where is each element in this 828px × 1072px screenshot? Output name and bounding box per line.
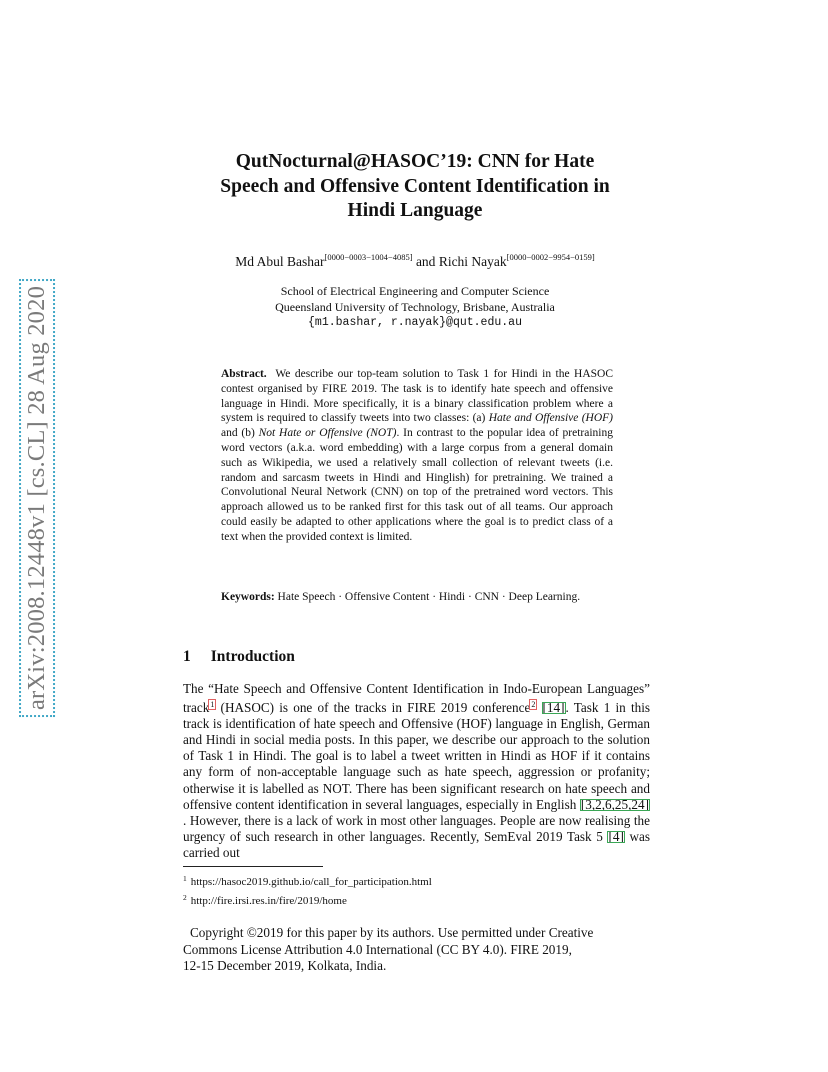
orcid-link[interactable]: [0000−0002−9954−0159] xyxy=(506,252,595,262)
footnote-divider xyxy=(183,866,323,867)
intro-paragraph xyxy=(183,681,650,861)
intro-text: was carried out xyxy=(183,828,651,860)
section-title: Introduction xyxy=(210,648,295,665)
citation-link[interactable]: [4] xyxy=(608,828,624,844)
affiliation-university: Queensland University of Technology, Brisbane, Australia xyxy=(275,300,555,314)
author-name: Md Abul Bashar xyxy=(235,254,325,269)
class-hof: Hate and Offensive (HOF) xyxy=(488,412,613,425)
intro-text: . Task 1 in this track is identification of hate speech and Offensive (HOF) language in English, German and Hindi in social media posts. In this paper, we describe our approach to the solution of Task 1 in Hindi. The goal is to label a tweet written in Hindi as HOF if it contains any form of non-acceptable language such as hate speech, aggression or profanity; otherwise it is labelled as NOT. There has been significant research on hate speech and offensive content identification in several languages, especially in English xyxy=(183,700,650,812)
citation-link[interactable]: [14] xyxy=(542,700,565,716)
intro-text: The “Hate Speech and Offensive Content Identification in Indo-European Languages” track xyxy=(183,681,650,716)
citation-link[interactable]: [3,2,6,25,24] xyxy=(580,796,649,812)
abstract xyxy=(221,367,613,545)
copyright-line: Commons License Attribution 4.0 International (CC BY 4.0). FIRE 2019, xyxy=(183,941,572,957)
affiliation xyxy=(150,283,680,331)
abstract-text: and (b) xyxy=(221,427,259,440)
footnote-ref[interactable]: 2 xyxy=(531,700,536,710)
footnotes xyxy=(183,871,432,909)
class-not: Not Hate or Offensive (NOT) xyxy=(258,427,397,440)
paper-title xyxy=(150,150,680,224)
section-heading xyxy=(183,648,295,666)
copyright-line: Copyright ©2019 for this paper by its authors. Use permitted under Creative xyxy=(190,925,594,940)
title-line: Hindi Language xyxy=(347,200,483,221)
footnote-url[interactable]: https://hasoc2019.github.io/call_for_participation.html xyxy=(190,876,432,888)
keywords-label: Keywords: xyxy=(221,591,275,603)
footnote-mark: 2 xyxy=(183,893,187,902)
affiliation-school: School of Electrical Engineering and Computer Science xyxy=(280,284,550,298)
keywords xyxy=(221,590,613,605)
footnote-url[interactable]: http://fire.irsi.res.in/fire/2019/home xyxy=(190,895,347,907)
author-list xyxy=(150,252,680,270)
author-emails: {m1.bashar, r.nayak}@qut.edu.au xyxy=(308,316,522,329)
arxiv-id-text[interactable]: arXiv:2008.12448v1 [cs.CL] 28 Aug 2020 xyxy=(23,282,51,712)
author-conjunction: and xyxy=(415,254,436,269)
abstract-label: Abstract. xyxy=(221,368,267,380)
arxiv-identifier xyxy=(12,255,62,740)
title-line: QutNocturnal@HASOC’19: CNN for Hate xyxy=(235,151,595,172)
abstract-text: . In contrast to the popular idea of pretraining word vectors (a.k.a. word embedding) with a large corpus from a general domain such as Wikipedia, we used a relatively small collection of relevant tweets (i.e. random and sarcasm tweets in Hindi and Hinglish) for pretraining. We trained a Convolutional Neural Network (CNN) on top of the pretrained word vectors. This approach allowed us to be ranked first for this task out of all teams. Our approach could easily be adapted to other applications where the goal is to predict class of a text when the provided context is limited. xyxy=(221,427,613,543)
intro-text: (HASOC) is one of the tracks in FIRE 2019 conference xyxy=(215,700,531,716)
footnote-item xyxy=(183,890,432,909)
keywords-text: Hate Speech · Offensive Content · Hindi · CNN · Deep Learning. xyxy=(277,591,581,603)
copyright-notice xyxy=(183,925,650,975)
footnote-ref[interactable]: 1 xyxy=(210,700,215,710)
section-number: 1 xyxy=(183,648,191,665)
orcid-link[interactable]: [0000−0003−1004−4085] xyxy=(324,252,413,262)
author-name: Richi Nayak xyxy=(438,254,507,269)
footnote-item xyxy=(183,871,432,890)
abstract-text: We describe our top-team solution to Task 1 for Hindi in the HASOC contest organised by FIRE 2019. The task is to identify hate speech and offensive language in Hindi. More specifically, it is a binary classification problem where a system is required to classify tweets into two classes: (a) xyxy=(221,368,614,425)
copyright-line: 12-15 December 2019, Kolkata, India. xyxy=(183,958,387,973)
footnote-mark: 1 xyxy=(183,874,187,883)
title-line: Speech and Offensive Content Identification in xyxy=(220,175,610,197)
intro-text: . However, there is a lack of work in most other languages. People are now realising the urgency of such research in other languages. Recently, SemEval 2019 Task 5 xyxy=(183,812,650,844)
